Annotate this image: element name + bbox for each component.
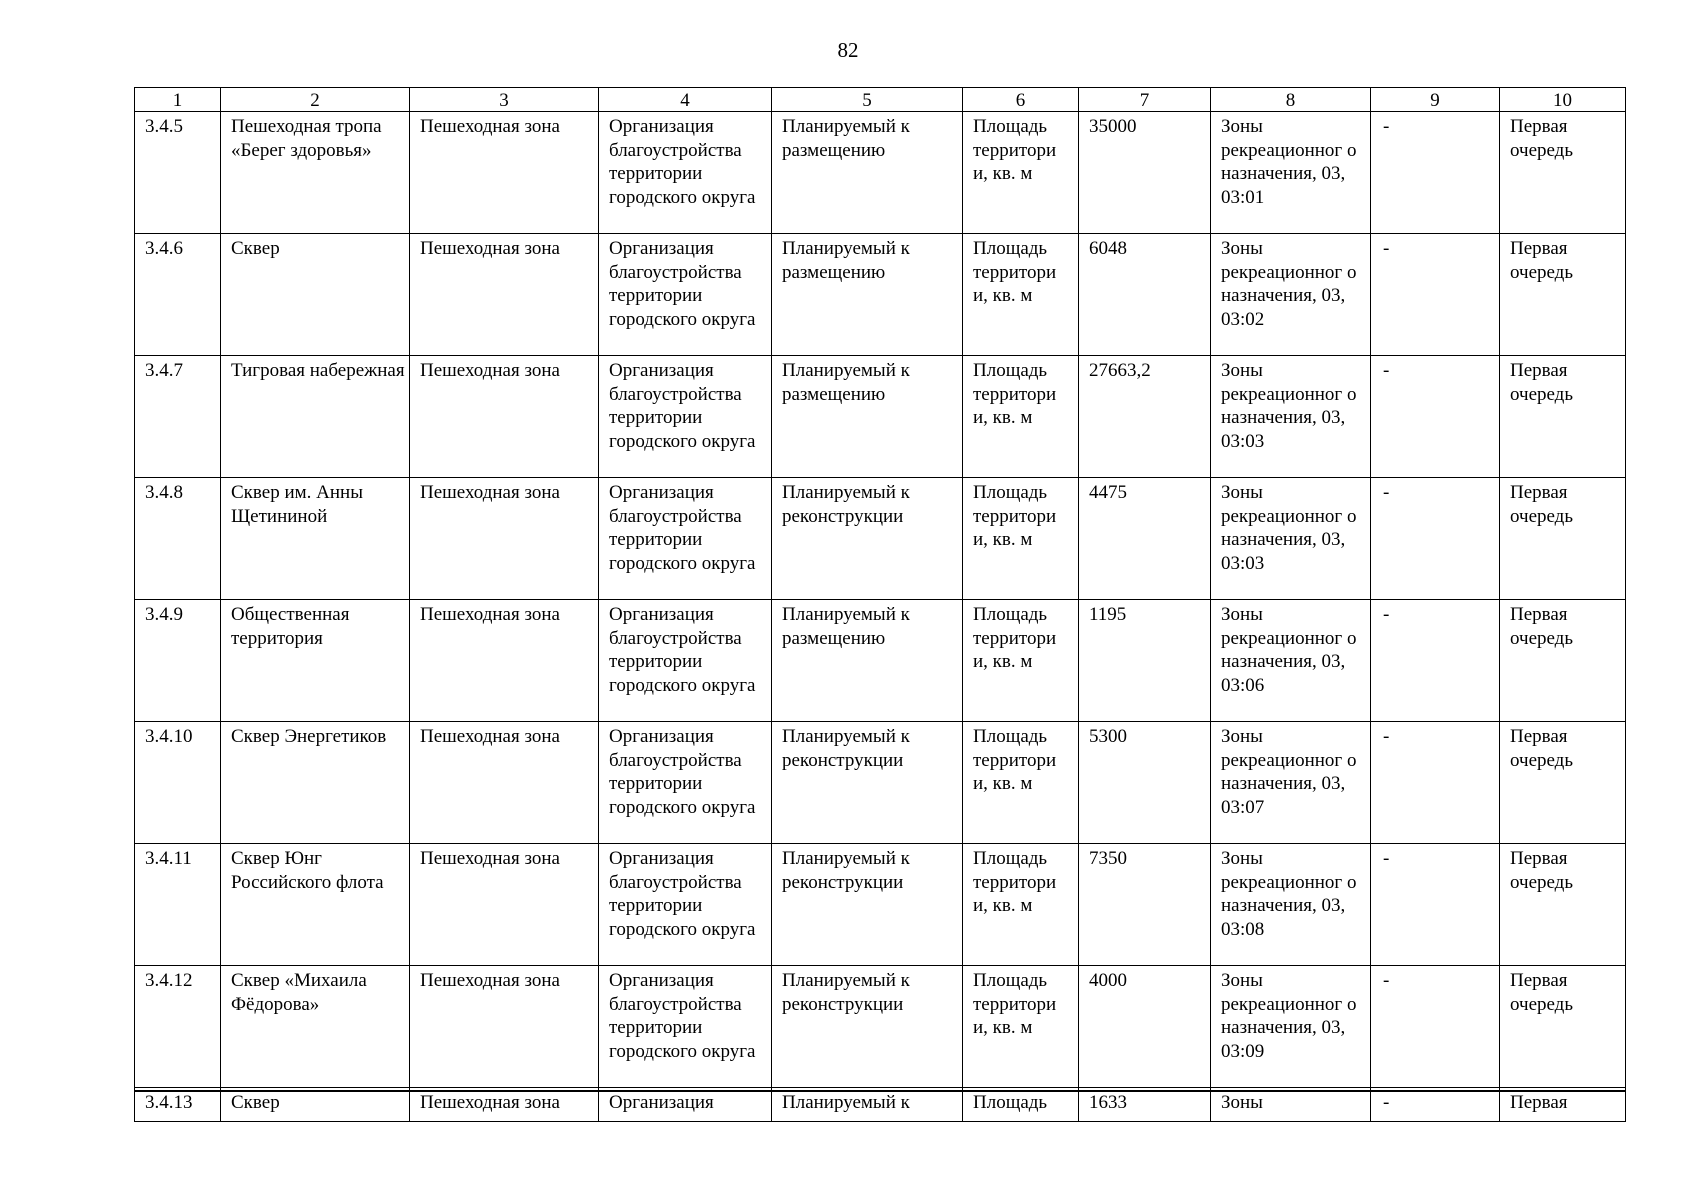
cell-stage: Первая очередь bbox=[1500, 356, 1626, 478]
cell-characteristic: Площадь территори и, кв. м bbox=[963, 844, 1079, 966]
cell-purpose: Организация благоустройства территории городского округа bbox=[599, 966, 772, 1088]
cell-characteristic: Площадь территори и, кв. м bbox=[963, 966, 1079, 1088]
cell-col9: - bbox=[1371, 600, 1500, 722]
cell-characteristic: Площадь bbox=[963, 1088, 1079, 1122]
table-row bbox=[135, 844, 1626, 966]
cell-zone: Зоны рекреационног о назначения, 03, 03:03 bbox=[1211, 478, 1371, 600]
cell-zone: Зоны рекреационног о назначения, 03, 03:02 bbox=[1211, 234, 1371, 356]
cell-id: 3.4.11 bbox=[135, 844, 221, 966]
cell-status: Планируемый к размещению bbox=[772, 356, 963, 478]
cell-stage: Первая bbox=[1500, 1088, 1626, 1122]
cell-status: Планируемый к размещению bbox=[772, 112, 963, 234]
cell-zone: Зоны рекреационног о назначения, 03, 03:03 bbox=[1211, 356, 1371, 478]
cell-id: 3.4.5 bbox=[135, 112, 221, 234]
cell-type: Пешеходная зона bbox=[410, 844, 599, 966]
header-row bbox=[135, 88, 1626, 112]
cell-name: Тигровая набережная bbox=[221, 356, 410, 478]
cell-id: 3.4.13 bbox=[135, 1088, 221, 1122]
cell-col9: - bbox=[1371, 966, 1500, 1088]
cell-stage: Первая очередь bbox=[1500, 722, 1626, 844]
cell-type: Пешеходная зона bbox=[410, 478, 599, 600]
cell-id: 3.4.7 bbox=[135, 356, 221, 478]
cell-type: Пешеходная зона bbox=[410, 722, 599, 844]
table-row bbox=[135, 234, 1626, 356]
cell-purpose: Организация благоустройства территории городского округа bbox=[599, 478, 772, 600]
cell-value: 1633 bbox=[1079, 1088, 1211, 1122]
cell-name: Сквер Энергетиков bbox=[221, 722, 410, 844]
cell-type: Пешеходная зона bbox=[410, 600, 599, 722]
cell-stage: Первая очередь bbox=[1500, 112, 1626, 234]
cell-stage: Первая очередь bbox=[1500, 966, 1626, 1088]
cell-col9: - bbox=[1371, 478, 1500, 600]
cell-stage: Первая очередь bbox=[1500, 600, 1626, 722]
cell-status: Планируемый к bbox=[772, 1088, 963, 1122]
cell-value: 4000 bbox=[1079, 966, 1211, 1088]
cell-status: Планируемый к реконструкции bbox=[772, 844, 963, 966]
cell-value: 4475 bbox=[1079, 478, 1211, 600]
cell-characteristic: Площадь территори и, кв. м bbox=[963, 722, 1079, 844]
cell-status: Планируемый к реконструкции bbox=[772, 478, 963, 600]
cell-name: Сквер Юнг Российского флота bbox=[221, 844, 410, 966]
column-header: 2 bbox=[221, 88, 410, 112]
column-header: 9 bbox=[1371, 88, 1500, 112]
table-row bbox=[135, 356, 1626, 478]
cell-id: 3.4.6 bbox=[135, 234, 221, 356]
cell-stage: Первая очередь bbox=[1500, 478, 1626, 600]
cell-stage: Первая очередь bbox=[1500, 844, 1626, 966]
cell-name: Сквер им. Анны Щетининой bbox=[221, 478, 410, 600]
cell-purpose: Организация благоустройства территории городского округа bbox=[599, 112, 772, 234]
column-header: 4 bbox=[599, 88, 772, 112]
table-row bbox=[135, 1088, 1626, 1122]
cell-col9: - bbox=[1371, 112, 1500, 234]
cell-col9: - bbox=[1371, 356, 1500, 478]
table-row bbox=[135, 112, 1626, 234]
column-header: 10 bbox=[1500, 88, 1626, 112]
cell-col9: - bbox=[1371, 844, 1500, 966]
column-header: 3 bbox=[410, 88, 599, 112]
column-header: 1 bbox=[135, 88, 221, 112]
cell-name: Пешеходная тропа «Берег здоровья» bbox=[221, 112, 410, 234]
table-row bbox=[135, 478, 1626, 600]
cell-value: 1195 bbox=[1079, 600, 1211, 722]
cell-type: Пешеходная зона bbox=[410, 1088, 599, 1122]
cell-purpose: Организация благоустройства территории городского округа bbox=[599, 600, 772, 722]
table-row bbox=[135, 722, 1626, 844]
table-body bbox=[135, 112, 1626, 1122]
cell-id: 3.4.12 bbox=[135, 966, 221, 1088]
cell-type: Пешеходная зона bbox=[410, 112, 599, 234]
table-row bbox=[135, 966, 1626, 1088]
cell-col9: - bbox=[1371, 1088, 1500, 1122]
cell-name: Общественная территория bbox=[221, 600, 410, 722]
cell-characteristic: Площадь территори и, кв. м bbox=[963, 356, 1079, 478]
cell-zone: Зоны рекреационног о назначения, 03, 03:07 bbox=[1211, 722, 1371, 844]
cell-zone: Зоны bbox=[1211, 1088, 1371, 1122]
cell-purpose: Организация благоустройства территории городского округа bbox=[599, 234, 772, 356]
column-header: 7 bbox=[1079, 88, 1211, 112]
cell-status: Планируемый к размещению bbox=[772, 234, 963, 356]
column-header: 6 bbox=[963, 88, 1079, 112]
cell-purpose: Организация благоустройства территории городского округа bbox=[599, 844, 772, 966]
cell-characteristic: Площадь территори и, кв. м bbox=[963, 600, 1079, 722]
cell-value: 7350 bbox=[1079, 844, 1211, 966]
cell-characteristic: Площадь территори и, кв. м bbox=[963, 234, 1079, 356]
cell-status: Планируемый к реконструкции bbox=[772, 966, 963, 1088]
cell-zone: Зоны рекреационног о назначения, 03, 03:09 bbox=[1211, 966, 1371, 1088]
cell-zone: Зоны рекреационног о назначения, 03, 03:06 bbox=[1211, 600, 1371, 722]
cell-purpose: Организация благоустройства территории городского округа bbox=[599, 356, 772, 478]
cell-name: Сквер bbox=[221, 234, 410, 356]
cell-name: Сквер bbox=[221, 1088, 410, 1122]
cell-value: 6048 bbox=[1079, 234, 1211, 356]
cell-type: Пешеходная зона bbox=[410, 966, 599, 1088]
cell-stage: Первая очередь bbox=[1500, 234, 1626, 356]
cell-type: Пешеходная зона bbox=[410, 234, 599, 356]
objects-table bbox=[134, 87, 1626, 1122]
table-row bbox=[135, 600, 1626, 722]
cell-name: Сквер «Михаила Фёдорова» bbox=[221, 966, 410, 1088]
table-container bbox=[134, 87, 1625, 1113]
cell-characteristic: Площадь территори и, кв. м bbox=[963, 112, 1079, 234]
cell-status: Планируемый к реконструкции bbox=[772, 722, 963, 844]
cell-purpose: Организация bbox=[599, 1088, 772, 1122]
cell-value: 27663,2 bbox=[1079, 356, 1211, 478]
cell-id: 3.4.8 bbox=[135, 478, 221, 600]
cell-purpose: Организация благоустройства территории городского округа bbox=[599, 722, 772, 844]
column-header: 5 bbox=[772, 88, 963, 112]
cell-id: 3.4.9 bbox=[135, 600, 221, 722]
cell-zone: Зоны рекреационног о назначения, 03, 03:08 bbox=[1211, 844, 1371, 966]
cell-id: 3.4.10 bbox=[135, 722, 221, 844]
column-header: 8 bbox=[1211, 88, 1371, 112]
cell-type: Пешеходная зона bbox=[410, 356, 599, 478]
cell-value: 5300 bbox=[1079, 722, 1211, 844]
cell-characteristic: Площадь территори и, кв. м bbox=[963, 478, 1079, 600]
cell-col9: - bbox=[1371, 234, 1500, 356]
cell-zone: Зоны рекреационног о назначения, 03, 03:01 bbox=[1211, 112, 1371, 234]
cell-col9: - bbox=[1371, 722, 1500, 844]
cell-status: Планируемый к размещению bbox=[772, 600, 963, 722]
cell-value: 35000 bbox=[1079, 112, 1211, 234]
page-number: 82 bbox=[837, 38, 859, 62]
